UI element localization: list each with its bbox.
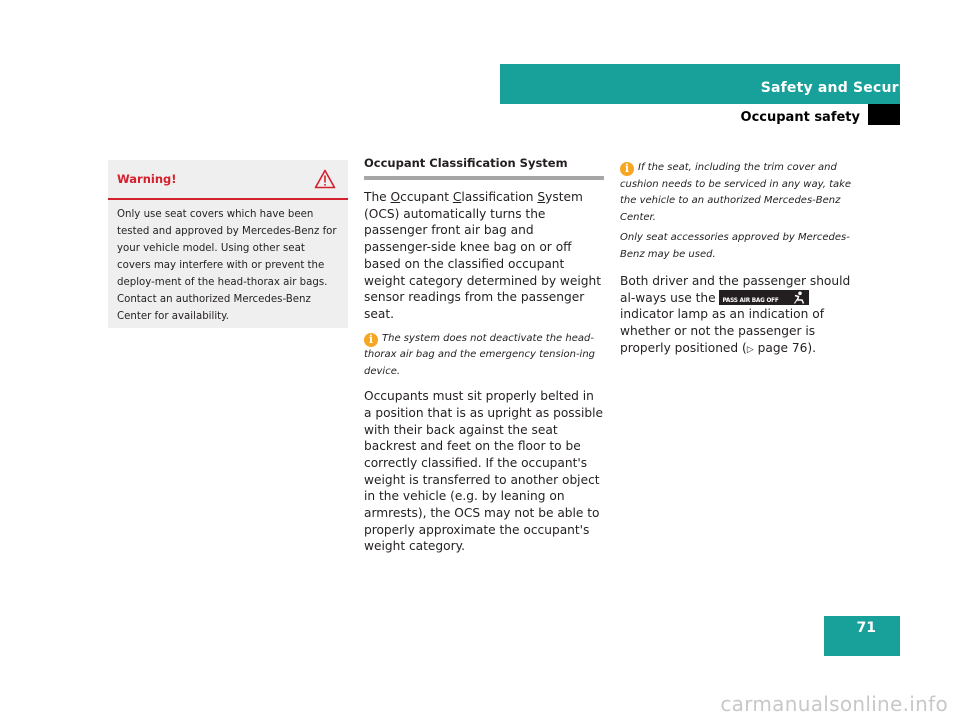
indicator-paragraph [620,273,864,359]
warning-header [108,160,348,200]
indicator-text-before: Both driver and the passenger should al-ways use the [620,274,851,305]
page-number: 71 [856,620,876,636]
indicator-lamp-label: PASS AIR BAG OFF [722,295,779,304]
warning-text: Only use seat covers which have been tested and approved by Mercedes-Benz for your vehicle model. Using other seat covers may interfere with or prevent the deploy-ment of the head-thorax air bags. Contact an authorized Mercedes-Benz Center for availability. [117,209,337,322]
warning-triangle-icon [314,169,336,189]
header-marker [868,104,900,125]
ocs-info-note [364,331,604,381]
ocs-intro [364,189,604,323]
ocs-title: Occupant Classification System [364,156,604,180]
pass-air-bag-off-indicator [719,290,809,305]
indicator-text-after: indicator lamp as an indication of whether or not the passenger is properly positioned [620,307,824,355]
ocs-c-rest: lassification [461,190,538,204]
page-ref-open: ( [742,340,747,355]
section-title-header: Safety and Security [760,80,920,96]
warning-title: Warning! [117,172,177,186]
info-icon: i [364,333,378,347]
ocs-info-note-text: The system does not deactivate the head-thorax air bag and the emergency tension-ing device. [364,332,596,377]
ocs-s-rest: ystem (OCS) automatically turns the passenger front air bag and passenger-side knee bag on or off based on the classified occupant weight category determined by weight sensor readings from the passenger seat. [364,190,602,321]
ocs-column [364,156,604,563]
page-ref-link[interactable]: page 76). [753,340,817,355]
page-number-box [824,616,900,656]
ocs-s-letter: S [537,190,546,204]
ocs-o-rest: ccupant [400,190,453,204]
seat-info-column [620,160,864,367]
seat-service-note-text: If the seat, including the trim cover and cushion needs to be serviced in any way, take the vehicle to an authorized Mercedes-Benz Center. [620,162,852,223]
seat-accessories-note: Only seat accessories approved by Mercedes-Benz may be used. [620,232,850,260]
seat-service-note [620,160,864,226]
watermark: carmanualsonline.info [720,692,948,716]
seat-occupant-icon [792,291,806,304]
ocs-intro-prefix: The [364,190,391,204]
info-icon: i [620,162,634,176]
ocs-o-letter: O [390,190,401,204]
ocs-paragraph: Occupants must sit properly belted in a position that is as upright as possible with their back against the seat backrest and feet on the floor to be correctly classified. If the occupant's weight is transferred to another object in the vehicle (e.g. by leaning on armrests), the OCS may not be able to properly approximate the occupant's weight category. [364,389,603,554]
page-ref-arrow-icon: ▷ [746,344,754,355]
subsection-title-header: Occupant safety [740,110,860,125]
warning-box [108,160,348,328]
ocs-c-letter: C [452,190,462,204]
